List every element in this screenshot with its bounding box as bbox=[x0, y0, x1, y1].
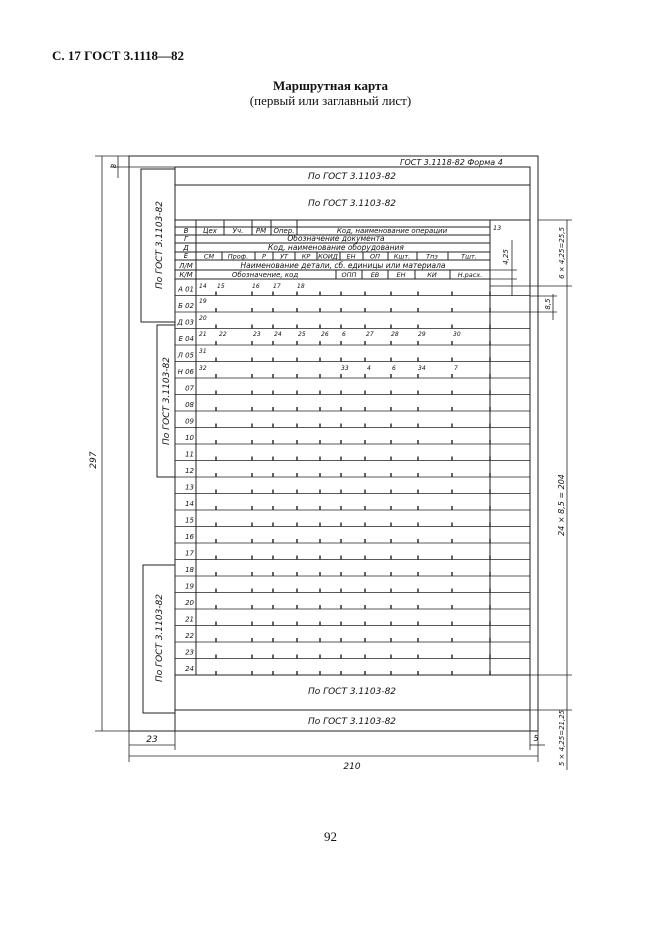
cell-equipment: Код, наименование оборудования bbox=[268, 243, 404, 252]
cell-nrash: Н.расх. bbox=[457, 271, 483, 279]
line-label: 10 bbox=[185, 434, 194, 442]
cell-kr: КР bbox=[301, 252, 311, 261]
cell-num-21: 21 bbox=[199, 331, 207, 338]
line-label: 19 bbox=[185, 582, 194, 591]
line-label: 08 bbox=[185, 401, 194, 409]
cell-num-27: 27 bbox=[366, 331, 374, 338]
cell-num-34: 34 bbox=[418, 365, 426, 372]
cell-sm: СМ bbox=[203, 252, 215, 261]
cell-r: Р bbox=[262, 252, 266, 261]
line-label: Д 03 bbox=[177, 318, 194, 327]
cell-opp: ОПП bbox=[341, 271, 357, 279]
line-label: Н 06 bbox=[177, 368, 194, 376]
dim-5: 5 bbox=[533, 734, 539, 743]
cell-ceh: Цех bbox=[203, 227, 217, 235]
line-label: Б 02 bbox=[178, 302, 194, 310]
form-label: ГОСТ 3.1118-82 Форма 4 bbox=[400, 158, 503, 167]
cell-part-name: Наименование детали, сб. единицы или материала bbox=[240, 261, 446, 270]
cell-num-32: 32 bbox=[199, 365, 207, 372]
line-label: 22 bbox=[185, 632, 194, 640]
ref-bottom-1: По ГОСТ 3.1103-82 bbox=[307, 687, 397, 697]
line-labels bbox=[176, 286, 194, 674]
cell-prof: Проф. bbox=[227, 252, 249, 261]
page-header: С. 17 ГОСТ 3.1118—82 bbox=[52, 48, 184, 63]
body-row-lines bbox=[175, 296, 530, 676]
line-label: 14 bbox=[185, 500, 194, 508]
cell-num-22: 22 bbox=[219, 331, 227, 338]
cell-num-26: 26 bbox=[321, 331, 329, 338]
line-label: 15 bbox=[185, 516, 194, 525]
line-label: 13 bbox=[185, 483, 194, 492]
line-label: 16 bbox=[185, 533, 194, 541]
cell-num-14: 14 bbox=[199, 283, 207, 290]
document-title: Маршрутная карта bbox=[272, 78, 389, 93]
row-letter-d: Д bbox=[183, 244, 189, 252]
cell-num-30: 30 bbox=[453, 331, 461, 338]
cell-ev: ЕВ bbox=[370, 271, 380, 279]
cell-num-29: 29 bbox=[418, 331, 426, 338]
ref-top-2: По ГОСТ 3.1103-82 bbox=[307, 199, 397, 209]
dim-4-25: 4,25 bbox=[502, 249, 510, 265]
dim-23: 23 bbox=[146, 735, 158, 745]
cell-num-13: 13 bbox=[493, 224, 502, 232]
line-label: Е 04 bbox=[178, 335, 194, 343]
line-label: 09 bbox=[185, 417, 194, 426]
cell-num-31: 31 bbox=[199, 348, 207, 355]
cell-num-33: 33 bbox=[341, 365, 349, 372]
line-label: 23 bbox=[185, 648, 194, 657]
line-label: 17 bbox=[185, 549, 194, 558]
cell-oper-name: Код, наименование операции bbox=[336, 227, 448, 235]
cell-kst: Кшт. bbox=[393, 252, 411, 261]
line-label: 20 bbox=[185, 599, 194, 607]
side-ref-mid: По ГОСТ 3.1103-82 bbox=[162, 356, 172, 446]
row-letter-e: Е bbox=[183, 252, 189, 260]
dim-8-5: 8,5 bbox=[544, 298, 552, 310]
cell-num-28: 28 bbox=[391, 331, 399, 338]
dim-210: 210 bbox=[343, 762, 361, 772]
cell-num-19: 19 bbox=[199, 298, 207, 305]
line-label: 11 bbox=[185, 450, 194, 459]
dim-mid: 24 × 8,5 = 204 bbox=[557, 474, 566, 536]
cell-num-25: 25 bbox=[298, 331, 306, 338]
line-label: А 01 bbox=[178, 285, 194, 294]
row-letter-b: В bbox=[183, 227, 189, 235]
cell-en2: ЕН bbox=[396, 271, 406, 279]
row-letter-km: К/М bbox=[179, 271, 193, 279]
cell-oper: Опер. bbox=[273, 227, 295, 235]
cell-designation: Обозначение, код bbox=[231, 271, 299, 279]
row-letter-g: Г bbox=[184, 235, 188, 243]
body-row-ticks bbox=[216, 292, 490, 676]
ref-bottom-2: По ГОСТ 3.1103-82 bbox=[307, 717, 397, 727]
cell-uch: Уч. bbox=[232, 227, 244, 235]
dim-bottom: 5 × 4,25=21,25 bbox=[558, 709, 566, 767]
cell-ut: УТ bbox=[280, 252, 288, 261]
cell-koid: КОИД bbox=[318, 252, 338, 261]
line-label: 07 bbox=[185, 384, 194, 393]
cell-rm: РМ bbox=[255, 227, 267, 235]
dim-top: 6 × 4,25=25,5 bbox=[558, 227, 566, 279]
dim-297: 297 bbox=[89, 451, 99, 469]
side-ref-bottom: По ГОСТ 3.1103-82 bbox=[155, 593, 165, 683]
document-subtitle: (первый или заглавный лист) bbox=[249, 93, 412, 108]
cell-tpz: Тпз bbox=[426, 252, 438, 261]
cell-num-16: 16 bbox=[252, 283, 260, 290]
line-label: 21 bbox=[185, 615, 194, 624]
line-label: 12 bbox=[185, 467, 194, 475]
side-ref-top: По ГОСТ 3.1103-82 bbox=[155, 200, 165, 290]
cell-num-15: 15 bbox=[217, 283, 225, 290]
cell-num-7: 7 bbox=[454, 365, 458, 372]
line-label: Л 05 bbox=[177, 351, 194, 360]
line-label: 24 bbox=[185, 665, 194, 673]
cell-num-4: 4 bbox=[367, 365, 371, 372]
row-letter-lm: Л/М bbox=[179, 262, 193, 270]
cell-en: ЕН bbox=[346, 252, 356, 261]
cell-num-6b: 6 bbox=[392, 365, 396, 372]
cell-tst: Тшт. bbox=[461, 252, 477, 261]
page-number: 92 bbox=[324, 829, 337, 844]
cell-num-23: 23 bbox=[253, 331, 261, 338]
cell-num-17: 17 bbox=[273, 283, 281, 290]
line-label: 18 bbox=[185, 566, 194, 574]
cell-num-20: 20 bbox=[199, 315, 207, 322]
cell-op: ОП bbox=[369, 252, 381, 261]
cell-num-24: 24 bbox=[274, 331, 282, 338]
ref-top-1: По ГОСТ 3.1103-82 bbox=[307, 172, 397, 182]
cell-num-6a: 6 bbox=[342, 331, 346, 338]
cell-doc: Обозначение документа bbox=[287, 234, 385, 243]
dim-8: 8 bbox=[110, 163, 118, 169]
cell-num-18: 18 bbox=[297, 283, 305, 290]
cell-ki: КИ bbox=[427, 271, 437, 279]
